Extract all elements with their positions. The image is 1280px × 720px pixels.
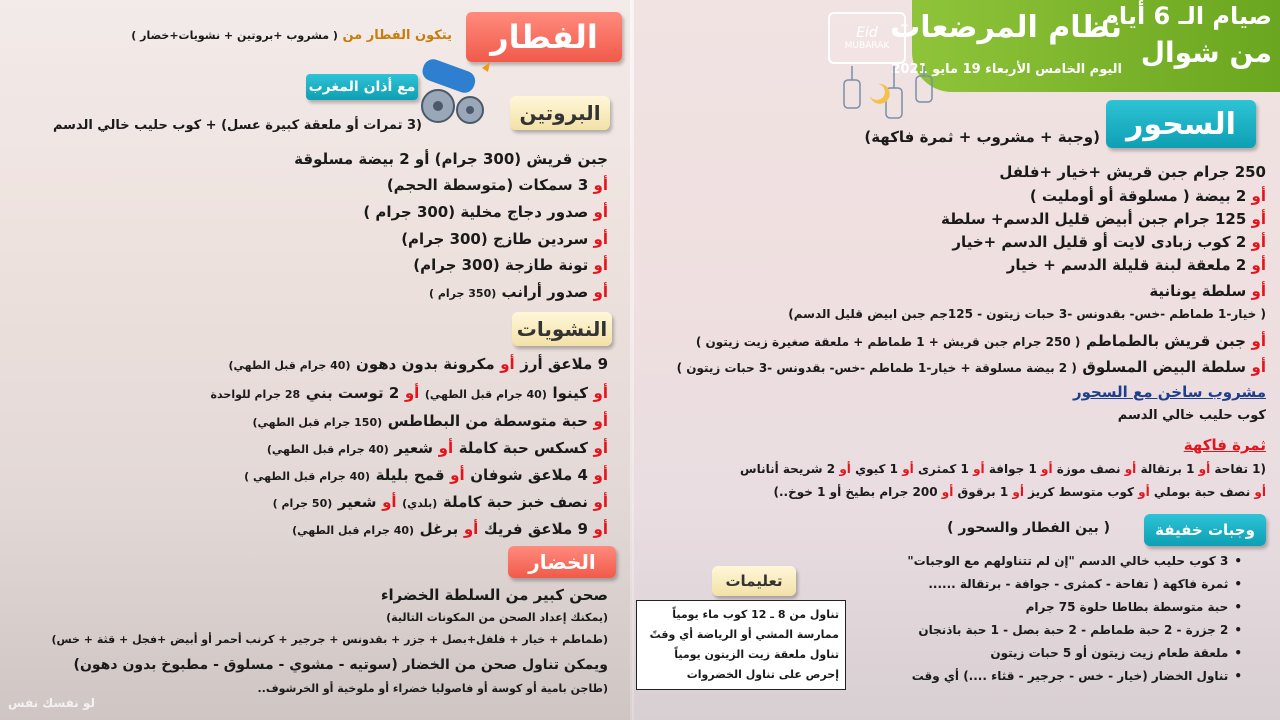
lanterns-icon xyxy=(832,66,942,132)
maghrib-text: (3 تمرات أو ملعقة كبيرة عسل) + كوب حليب خالي الدسم xyxy=(52,118,422,133)
header-banner xyxy=(890,0,1280,92)
suhoor-line-9: أو سلطة البيض المسلوق ( 2 بيضة مسلوقة + خيار-1 طماطم -خس- بقدونس -3 حبات زيتون ) xyxy=(676,358,1266,376)
suhoor-line-5: أو 2 ملعقة لبنة قليلة الدسم + خيار xyxy=(1006,256,1266,274)
suhoor-line-8: أو جبن قريش بالطماطم ( 250 جرام جبن قريش + 1 طماطم + ملعقة صغيرة زيت زيتون ) xyxy=(695,332,1266,350)
protein-line-5: أو تونة طازجة (300 جرام) xyxy=(413,256,608,274)
suhoor-line-3: أو 125 جرام جبن أبيض قليل الدسم+ سلطة xyxy=(941,210,1266,228)
instruction-item: ممارسة المشي أو الرياضة أي وقتً xyxy=(649,628,839,641)
carbs-line-1: 9 ملاعق أرز أو مكرونة بدون دهون (40 جرام قبل الطهي) xyxy=(228,355,608,373)
snack-item: • ملعقة طعام زيت زيتون أو 5 حبات زيتون xyxy=(990,646,1242,660)
snack-item: • 3 كوب حليب خالي الدسم "إن لم تتناولهم مع الوجبات" xyxy=(907,554,1242,568)
suhoor-line-1: 250 جرام جبن قريش +خيار +فلفل xyxy=(999,163,1266,181)
protein-line-4: أو سردين طازج (300 جرام) xyxy=(401,230,608,248)
snack-item: • 2 جزرة - 2 حبة طماطم - 2 حبة بصل - 1 حبة باذنجان xyxy=(918,623,1242,637)
protein-line-1: جبن قريش (300 جرام) أو 2 بيضة مسلوقة xyxy=(294,150,608,168)
suhoor-line-6: أو سلطة يونانية xyxy=(1149,282,1266,300)
instruction-item: إحرص على تناول الخضروات xyxy=(686,668,839,681)
instructions-box xyxy=(636,600,846,690)
snack-item: • ثمرة فاكهة ( تفاحة - كمثرى - جوافة - برتقالة ...... xyxy=(928,577,1242,591)
eid-text: Eid xyxy=(856,25,878,41)
carbs-title: النشويات xyxy=(512,312,612,346)
suhoor-fruit-line-1: (1 تفاحة أو 1 برتقالة أو نصف موزة أو 1 جوافة أو 1 كمثرى أو 1 كيوي أو 2 شريحة أناناس xyxy=(740,462,1266,476)
snack-item: • تناول الخضار (خيار - خس - جرجير - قثاء ....) أي وقت xyxy=(912,669,1242,683)
suhoor-drink-text: كوب حليب خالي الدسم xyxy=(1117,408,1266,423)
instruction-item: تناول من 8 ـ 12 كوب ماء يومياً xyxy=(672,608,839,621)
protein-line-6: أو صدور أرانب (350 جرام ) xyxy=(428,283,608,301)
snacks-subtitle: ( بين الفطار والسحور ) xyxy=(947,520,1110,536)
veg-line-1: صحن كبير من السلطة الخضراء xyxy=(380,586,608,604)
snacks-list xyxy=(842,554,1242,694)
instructions-title: تعليمات xyxy=(712,566,796,596)
veg-title: الخضار xyxy=(508,546,616,578)
maghrib-pill: مع أذان المغرب xyxy=(306,74,418,100)
watermark-text: لو نفسك نفس xyxy=(8,696,96,710)
instruction-item: تناول ملعقة زيت الزيتون يومياً xyxy=(674,648,839,661)
protein-title: البروتين xyxy=(510,96,610,130)
snacks-title: وجبات خفيفة xyxy=(1144,514,1266,546)
mubarak-text: MUBARAK xyxy=(844,41,890,51)
carbs-line-3: أو حبة متوسطة من البطاطس (150 جرام قبل الطهي) xyxy=(252,412,608,430)
snack-item: • حبة متوسطة بطاطا حلوة 75 جرام xyxy=(1026,600,1242,614)
panel-divider xyxy=(630,0,634,720)
iftar-composition: يتكون الفطار من ( مشروب +بروتين + نشويات+خضار ) xyxy=(131,28,452,43)
suhoor-fruit-line-2: أو نصف حبة بوملي أو كوب متوسط كريز أو 1 برقوق أو 200 جرام بطيخ أو 1 خوخ..) xyxy=(773,485,1266,499)
suhoor-drink-heading: مشروب ساخن مع السحور xyxy=(1072,383,1266,401)
veg-line-2: (يمكنك إعداد الصحن من المكونات التالية) xyxy=(386,611,608,624)
header-date: اليوم الخامس الأربعاء 19 مايو 2021 xyxy=(891,62,1122,77)
veg-line-3: (طماطم + خيار + فلفل+بصل + جزر + بقدونس + جرجير + كرنب أحمر أو أبيض +فجل + قثة + خس) xyxy=(51,633,608,646)
veg-line-5: (طاجن بامية أو كوسة أو فاصوليا خضراء أو ملوخية أو الخرشوف.. xyxy=(257,682,608,695)
carbs-line-5: أو 4 ملاعق شوفان أو قمح بليلة (40 جرام قبل الطهي ) xyxy=(244,466,608,484)
carbs-line-7: أو 9 ملاعق فريك أو برغل (40 جرام قبل الطهي) xyxy=(292,520,608,538)
veg-line-4: ويمكن تناول صحن من الخضار (سوتيه - مشوي - مسلوق - مطبوخ بدون دهون) xyxy=(73,657,608,673)
protein-line-3: أو صدور دجاج مخلية (300 جرام ) xyxy=(363,203,608,221)
protein-line-2: أو 3 سمكات (متوسطة الحجم) xyxy=(386,176,608,194)
iftar-title: الفطار xyxy=(466,12,622,62)
header-shawwal-label: من شوال xyxy=(1140,36,1272,69)
eid-mubarak-badge xyxy=(828,12,906,64)
carbs-line-4: أو كسكس حبة كاملة أو شعير (40 جرام قبل الطهي) xyxy=(266,439,608,457)
header-fasting-label: صيام الـ 6 أيام xyxy=(1101,2,1272,30)
suhoor-title: السحور xyxy=(1106,100,1256,148)
ramadan-cannon-icon xyxy=(416,58,496,128)
suhoor-line-4: أو 2 كوب زبادى لايت أو قليل الدسم +خيار xyxy=(952,233,1266,251)
suhoor-line-2: أو 2 بيضة ( مسلوقة أو أومليت ) xyxy=(1029,187,1266,205)
suhoor-subtitle: (وجبة + مشروب + ثمرة فاكهة) xyxy=(864,128,1100,146)
header-title: نظام المرضعات xyxy=(890,10,1122,45)
carbs-line-6: أو نصف خبز حبة كاملة (بلدي) أو شعير (50 جرام ) xyxy=(272,493,608,511)
suhoor-line-7: ( خيار-1 طماطم -خس- بقدونس -3 حبات زيتون - 125جم جبن ابيض قليل الدسم) xyxy=(788,307,1266,321)
suhoor-fruit-heading: ثمرة فاكهة xyxy=(1183,436,1266,454)
carbs-line-2: أو كينوا (40 جرام قبل الطهي) أو 2 توست بني 28 جرام للواحدة xyxy=(210,384,608,402)
